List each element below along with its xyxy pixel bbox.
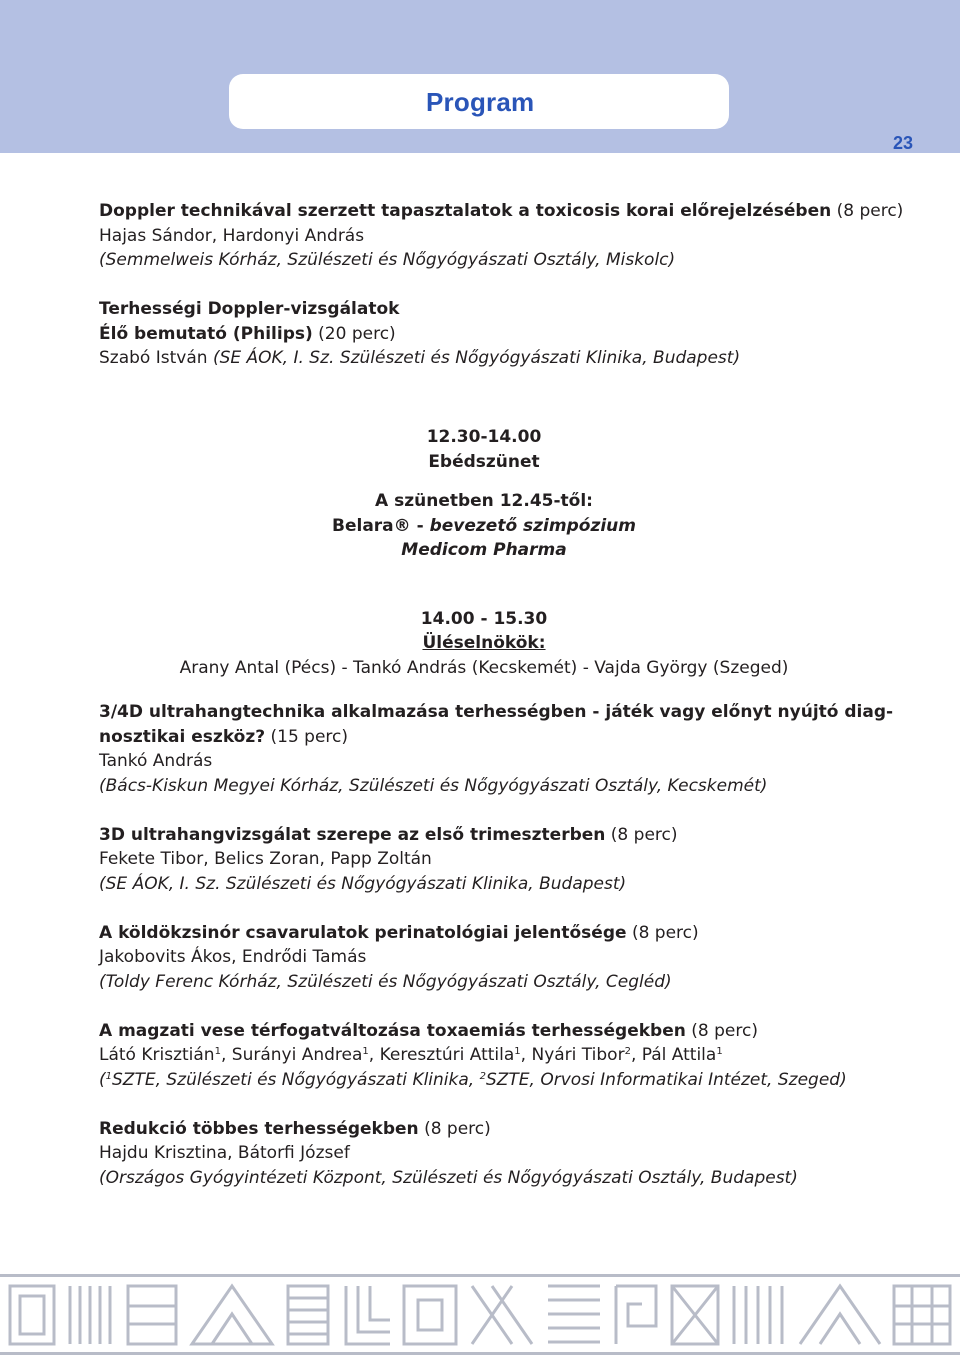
author-name: Látó Krisztián <box>99 1045 215 1065</box>
author-name: Pál Attila <box>641 1045 717 1065</box>
author-affiliation-mark: 2 <box>624 1046 631 1057</box>
symposium-sponsor: Medicom Pharma <box>401 540 567 560</box>
entry-subtitle: Élő bemutató (Philips) <box>99 323 313 344</box>
affiliation-mark: 1 <box>105 1070 113 1082</box>
entry-affiliation: (Bács-Kiskun Megyei Kórház, Szülészeti és Nőgyógyászati Osztály, Kecskemét) <box>99 775 768 796</box>
author-name: Surányi Andrea <box>231 1045 363 1065</box>
entry-authors: Hajas Sándor, Hardonyi András <box>99 225 365 246</box>
program-entry <box>99 921 869 995</box>
entry-duration: (20 perc) <box>318 323 396 344</box>
affiliation-text: SZTE, Szülészeti és Nőgyógyászati Klinika, <box>112 1069 480 1090</box>
entry-authors: Tankó András <box>99 751 213 771</box>
lunch-label: Ebédszünet <box>428 451 540 472</box>
header-band <box>0 0 960 153</box>
program-entry-demo <box>99 297 869 371</box>
entry-title: 3/4D ultrahangtechnika alkalmazása terhességben - játék vagy előnyt nyújtó diag- <box>99 702 894 722</box>
entry-title: A köldökzsinór csavarulatok perinatológiai jelentősége <box>99 922 627 943</box>
author-separator: , <box>630 1045 642 1065</box>
affiliation-open-paren: ( <box>99 1069 106 1090</box>
program-entry <box>99 823 869 897</box>
session-block <box>99 607 869 681</box>
program-entry <box>99 1019 869 1093</box>
symposium-line <box>99 514 869 539</box>
author-separator: , <box>368 1045 380 1065</box>
page-number: 23 <box>893 133 914 153</box>
pattern-stripe <box>0 1352 960 1355</box>
entry-affiliation: (Semmelweis Kórház, Szülészeti és Nőgyógyászati Osztály, Miskolc) <box>99 250 676 270</box>
entry-duration: (8 perc) <box>691 1020 758 1041</box>
session-chairs: Arany Antal (Pécs) - Tankó András (Kecskemét) - Vajda György (Szeged) <box>179 657 789 678</box>
entry-title-continued: nosztikai eszköz? <box>99 726 266 747</box>
affiliation-mark: 2 <box>479 1070 486 1082</box>
author-affiliation-mark: 1 <box>716 1046 723 1057</box>
author-name: Nyári Tibor <box>531 1045 625 1065</box>
decorative-pattern <box>0 1268 960 1357</box>
program-content <box>99 199 904 1215</box>
entry-duration: (8 perc) <box>610 824 678 845</box>
lunch-time: 12.30-14.00 <box>426 427 542 447</box>
author-separator: , <box>520 1045 532 1065</box>
entry-authors: Szabó István <box>99 348 208 368</box>
symposium-separator: - <box>410 515 430 536</box>
author-affiliation-mark: 1 <box>514 1046 521 1057</box>
entry-title: 3D ultrahangvizsgálat szerepe az első trimeszterben <box>99 824 606 845</box>
entry-affiliation: (SE ÁOK, I. Sz. Szülészeti és Nőgyógyászati Klinika, Budapest) <box>99 873 627 894</box>
entry-title: Doppler technikával szerzett tapasztalatok a toxicosis korai előrejelzésében <box>99 201 832 221</box>
entry-authors: Jakobovits Ákos, Endrődi Tamás <box>99 947 367 967</box>
affiliation-text: SZTE, Orvosi Informatikai Intézet, Szeged) <box>485 1069 847 1090</box>
pattern-glyphs <box>10 1286 950 1344</box>
entry-affiliation <box>99 1068 869 1093</box>
symposium-text: bevezető szimpózium <box>429 515 636 536</box>
entry-authors: Hajdu Krisztina, Bátorfi József <box>99 1143 350 1163</box>
entry-authors <box>99 1043 869 1068</box>
session-chairs-label: Üléselnökök: <box>422 633 546 653</box>
entry-duration: (8 perc) <box>836 201 904 221</box>
break-note: A szünetben 12.45-től: <box>375 491 593 511</box>
entry-affiliation: (SE ÁOK, I. Sz. Szülészeti és Nőgyógyászati Klinika, Budapest) <box>212 348 741 368</box>
entry-duration: (8 perc) <box>424 1118 491 1139</box>
entry-authors: Fekete Tibor, Belics Zoran, Papp Zoltán <box>99 849 432 869</box>
lunch-block <box>99 425 869 563</box>
entry-title: A magzati vese térfogatváltozása toxaemiás terhességekben <box>99 1020 686 1041</box>
session-time: 14.00 - 15.30 <box>420 608 548 629</box>
page-title: Program <box>426 87 535 117</box>
entry-title: Redukció többes terhességekben <box>99 1118 419 1139</box>
entry-duration: (15 perc) <box>270 726 349 747</box>
title-box <box>229 74 729 129</box>
entry-affiliation: (Országos Gyógyintézeti Központ, Szülészeti és Nőgyógyászati Osztály, Budapest) <box>99 1167 798 1188</box>
entry-duration: (8 perc) <box>631 922 699 943</box>
program-entry <box>99 199 904 273</box>
author-affiliation-mark: 1 <box>214 1046 221 1057</box>
pattern-stripe <box>0 1274 960 1277</box>
entry-affiliation: (Toldy Ferenc Kórház, Szülészeti és Nőgyógyászati Osztály, Cegléd) <box>99 971 672 992</box>
entry-title: Terhességi Doppler-vizsgálatok <box>99 299 400 319</box>
symposium-brand: Belara® <box>332 515 411 536</box>
author-affiliation-mark: 1 <box>362 1046 369 1057</box>
program-entry <box>99 1117 869 1191</box>
author-name: Keresztúri Attila <box>379 1045 515 1065</box>
program-entry <box>99 700 894 798</box>
author-separator: , <box>220 1045 232 1065</box>
